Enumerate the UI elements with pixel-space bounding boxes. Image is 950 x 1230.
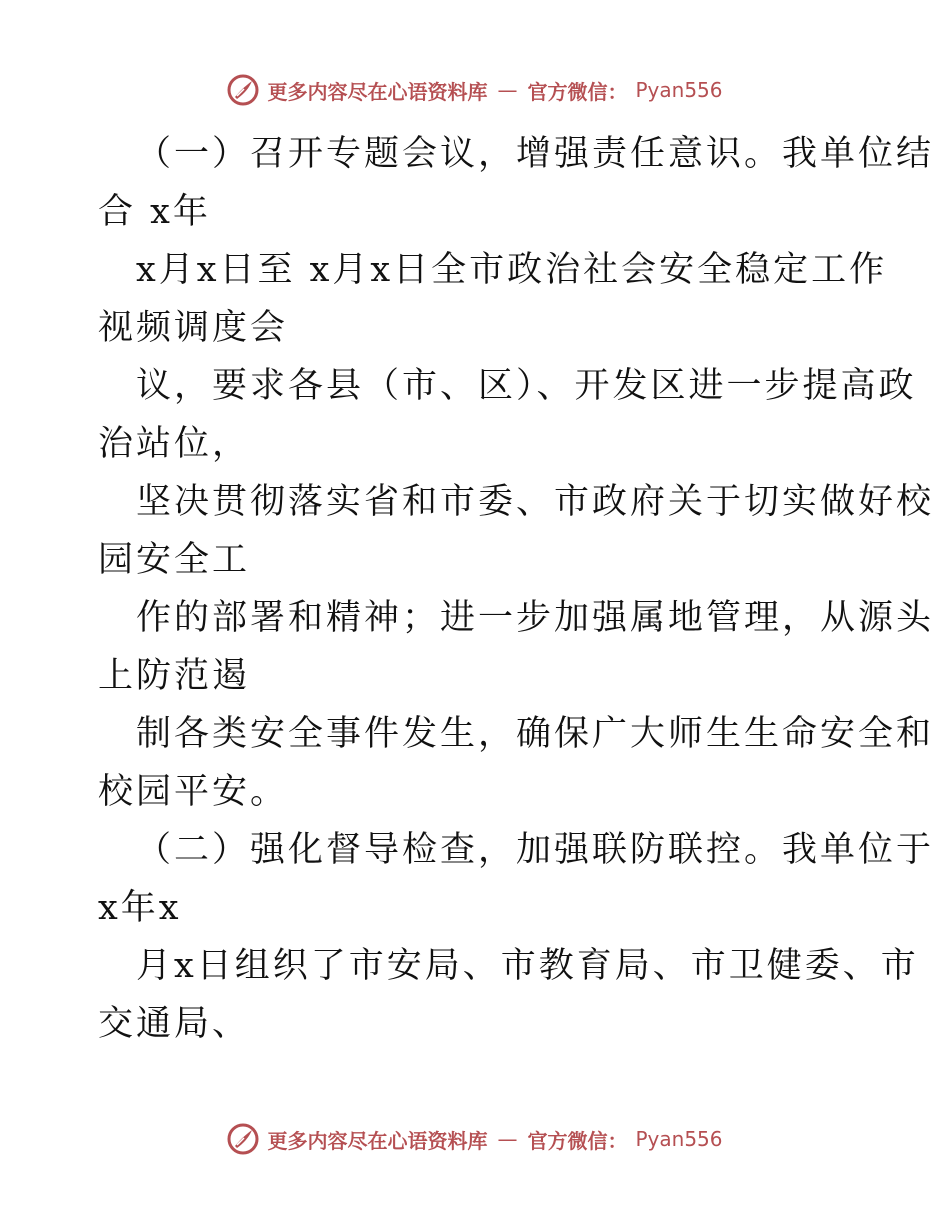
paragraph-line: 园安全工 — [98, 540, 251, 580]
paragraph-line: 上防范遏 — [98, 656, 251, 696]
watermark-contact-id: Pyan556 — [635, 78, 723, 102]
quill-pen-logo-icon — [227, 1123, 259, 1155]
quill-pen-logo-icon — [227, 74, 259, 106]
paragraph-line: 月x日组织了市安局、市教育局、市卫健委、市 — [136, 946, 919, 986]
watermark-contact-label: 官方微信： — [527, 1128, 628, 1153]
watermark-dash: — — [497, 1127, 518, 1151]
paragraph-line: 交通局、 — [98, 1004, 251, 1044]
document-body — [98, 125, 935, 1053]
paragraph-line: 制各类安全事件发生，确保广大师生生命安全和 — [136, 714, 935, 754]
paragraph-line: 视频调度会 — [98, 308, 289, 348]
header-watermark — [0, 72, 950, 108]
watermark-contact-id: Pyan556 — [635, 1127, 723, 1151]
watermark-dash: — — [497, 78, 518, 102]
paragraph-line: 校园平安。 — [98, 772, 289, 812]
paragraph-line: 合 x年 — [98, 192, 211, 232]
paragraph-line: x年x — [98, 888, 182, 928]
paragraph-line: 作的部署和精神；进一步加强属地管理，从源头 — [136, 598, 935, 638]
paragraph-line: 议，要求各县（市、区）、开发区进一步提高政 — [136, 366, 917, 406]
paragraph-line: 治站位， — [98, 424, 251, 464]
watermark-main-text: 更多内容尽在心语资料库 — [267, 1128, 488, 1153]
paragraph-line: x月x日至 x月x日全市政治社会安全稳定工作 — [136, 250, 888, 290]
footer-watermark — [0, 1121, 950, 1157]
paragraph-line: （二）强化督导检查，加强联防联控。我单位于 — [136, 830, 935, 870]
watermark-contact-label: 官方微信： — [527, 79, 628, 104]
paragraph-line: 坚决贯彻落实省和市委、市政府关于切实做好校 — [136, 482, 935, 522]
watermark-main-text: 更多内容尽在心语资料库 — [267, 79, 488, 104]
paragraph-line: （一）召开专题会议，增强责任意识。我单位结 — [136, 134, 935, 174]
